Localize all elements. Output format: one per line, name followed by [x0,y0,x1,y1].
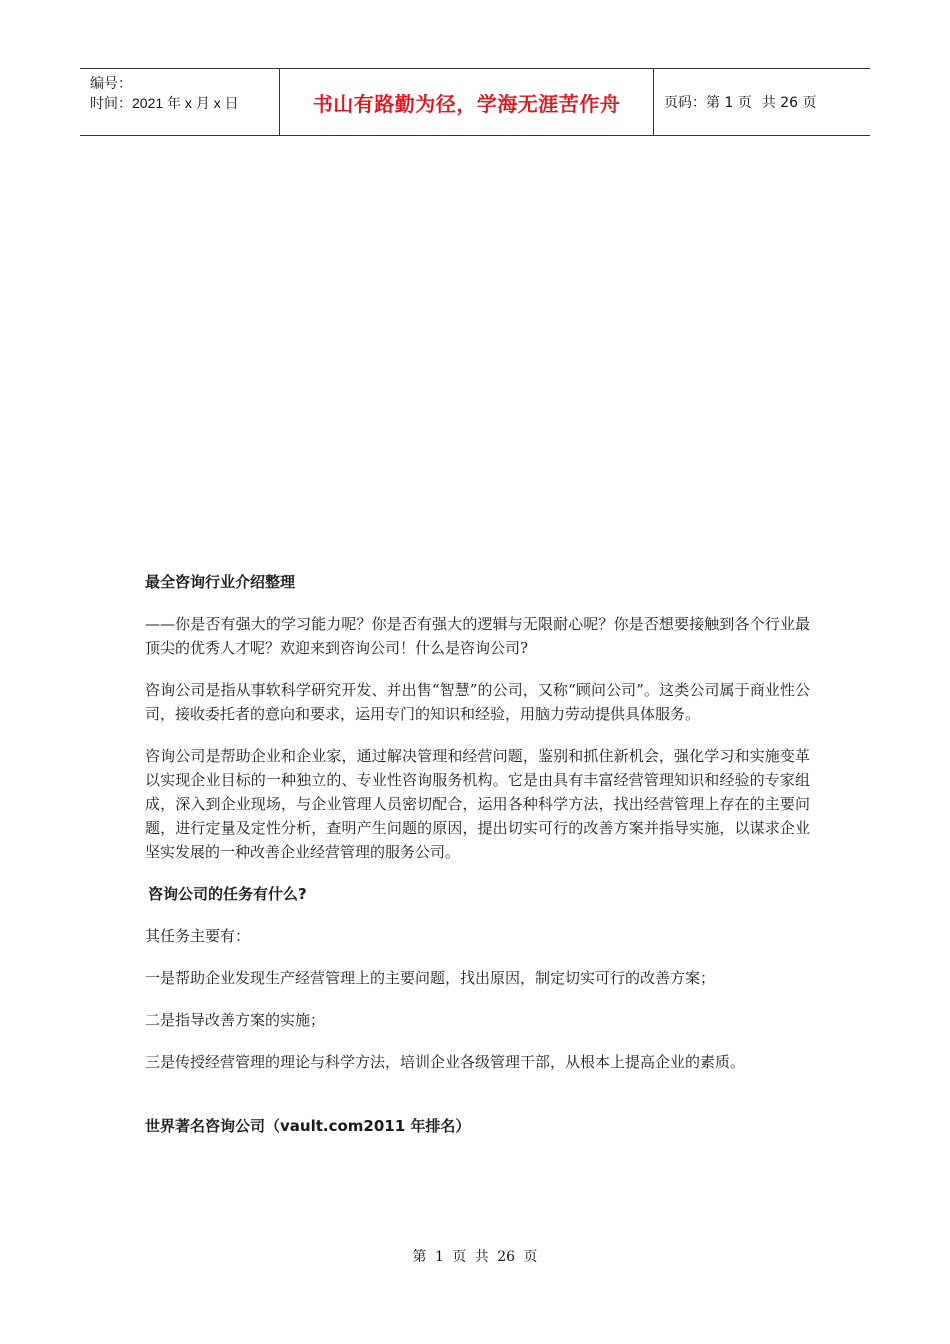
header-page-total: 共 26 页 [761,95,817,111]
ranking-heading: 世界著名咨询公司（vault.com2011 年排名） [145,1117,471,1135]
definition-paragraph-2: 咨询公司是帮助企业和企业家，通过解决管理和经营问题，鉴别和抓住新机会，强化学习和实施变革以实现企业目标的一种独立的、专业性咨询服务机构。它是由具有丰富经营管理知识和经验的专家组成，深入到企业现场，与企业管理人员密切配合，运用各种科学方法，找出经营管理上存在的主要问题，进行定量及定性分析，查明产生问题的原因，提出切实可行的改善方案并指导实施，以谋求企业坚实发展的一种改善企业经营管理的服务公司。 [145,747,810,861]
header-page-info [654,69,870,135]
tasks-heading: 咨询公司的任务有什么? [148,885,307,903]
header-time-label: 时间：2021 年 x 月 x 日 [90,95,239,111]
document-header [80,68,870,136]
task-item-1: 一是帮助企业发现生产经营管理上的主要问题，找出原因，制定切实可行的改善方案； [145,969,716,987]
header-meta [80,69,280,135]
task-item-3: 三是传授经营管理的理论与科学方法，培训企业各级管理干部，从根本上提高企业的素质。 [145,1053,746,1071]
definition-paragraph-1: 咨询公司是指从事软科学研究开发、并出售“智慧”的公司，又称“顾问公司”。这类公司属于商业性公司，接收委托者的意向和要求，运用专门的知识和经验，用脑力劳动提供具体服务。 [145,681,810,723]
intro-paragraph: ——你是否有强大的学习能力呢？你是否有强大的逻辑与无限耐心呢？你是否想要接触到各个行业最顶尖的优秀人才呢？欢迎来到咨询公司！什么是咨询公司? [145,615,810,657]
header-motto: 书山有路勤为径，学海无涯苦作舟 [280,69,654,135]
header-page-number: 页码：第 1 页 [664,95,752,111]
tasks-intro: 其任务主要有： [145,927,251,945]
document-body [145,570,810,1138]
header-number-label: 编号： [90,75,132,91]
document-title: 最全咨询行业介绍整理 [145,573,296,591]
task-item-2: 二是指导改善方案的实施； [145,1011,326,1029]
page-footer: 第 1 页 共 26 页 [412,1249,538,1265]
